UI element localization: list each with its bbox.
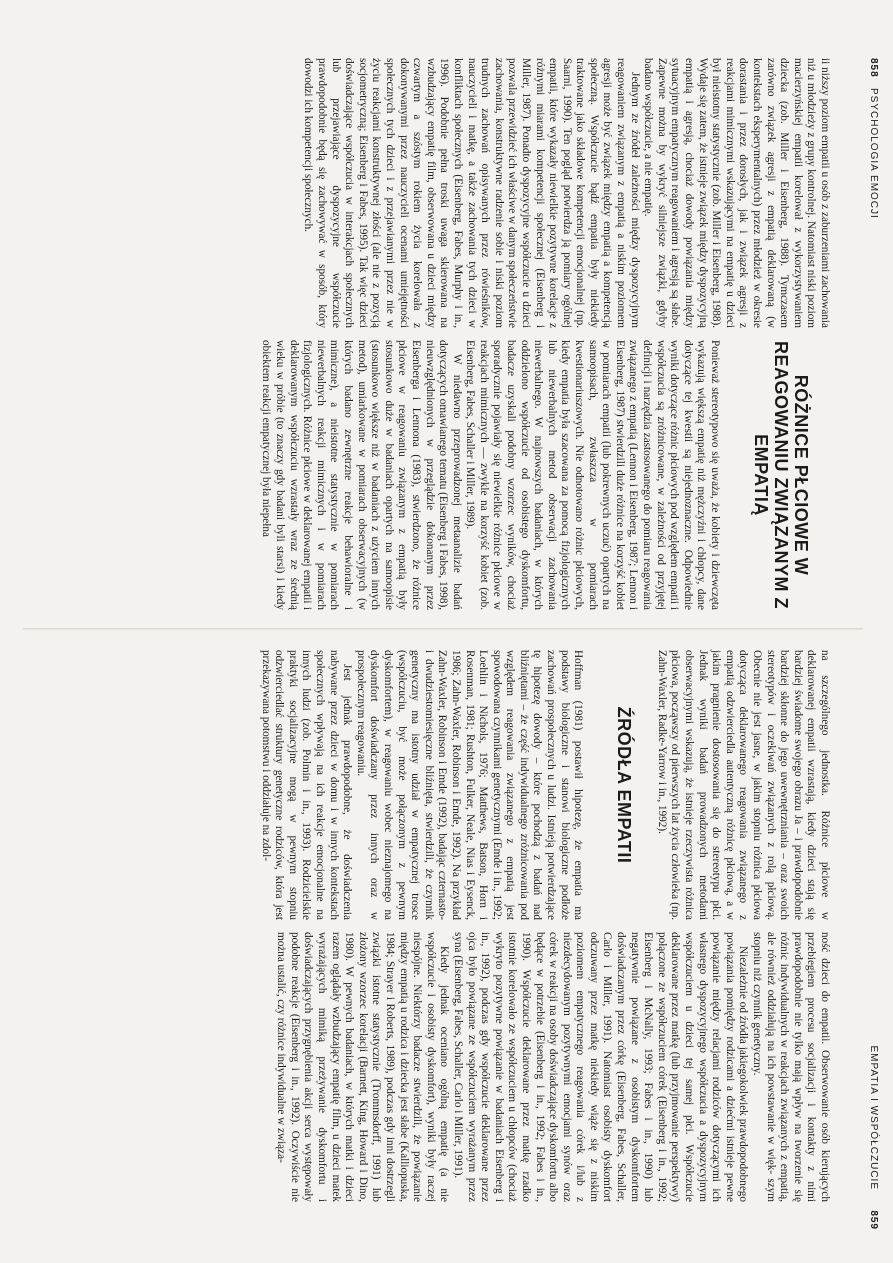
page-number: 858 [868, 58, 879, 78]
running-head-title: PSYCHOLOGIA EMOCJI [868, 88, 879, 219]
paragraph: Kiedy jednak oceniano ogólną empatię (a nie współczucie i osobisty dyskomfort), wyniki były raczej niespójne. Niektórzy badacze stwierdzili, że powiązanie między empatią u rodzica i dziecka jest słabe (Kalliopuska, 1984; Strayer i Roberts, 1989), podczas gdy inni dostrzegli związki istotne statystycznie (Trommsdorff, 1991) lub złożony wzorzec korelacji (Barnett, King, Howard i Dino, 1980). W pewnych badaniach, w których matki i dzieci razem oglądały wzbudzający empatię film, u dzieci matek wyrażających mimiką przeżywanie dyskomfortu i doświadczających przygnębienia akcji serca występowały podobne reakcje (Eisenberg i in., 1992). Oczywiście nie można ustalić, czy różnice indywidualne w związa- [275, 932, 451, 1202]
running-head-title: EMPATIA I WSPÓŁCZUCIE [868, 1045, 879, 1190]
paragraph: ii niższy poziom empatii u osób z zaburzeniami zachowania niż u młodzieży z grupy kontrolnej. Natomiast niski poziom macierzyńskiej empatii korelował z wykorzystywaniem dziecka (zob. Miller i Eisenberg, 1988). Tymczasem zarówno związek agresji z empatią deklarowaną (w kontekstach eksperymentalnych) przez młodzież w okresie dorastania i przez dorosłych, jak i związek agresji z reakcjami mimicznymi wskazującymi na empatię u dzieci był nieistotny statystycznie (zob. Miller i Eisenberg, 1988). Wydaje się zatem, że istnieje związek między dyspozycyjną empatią i agresją, chociaż dowody powiązania między sytuacyjnym empatycznym reagowaniem i agresją są słabe. Zapewne można by wykryć silniejsze związki, gdyby badano współczucie, a nie empatię. [642, 58, 831, 328]
text-column [258, 650, 831, 920]
text-column [274, 932, 831, 1202]
paragraph: Jest jednak prawdopodobne, że doświadczenia nabywane przez dzieci w domu i w innych kontekstach społecznych wpływają na ich reakcje emocjonalne na innych ludzi (zob. Polmin i in., 1993). Rodzicielskie praktyki socjalizacyjne mogą w pewnym stopniu odzwierciedlać struktury genetyczne rodziców, która jest przekazywana potomstwu i oddziałuje na zdol- [259, 650, 354, 920]
section-heading: ŹRÓDŁA EMPATII [614, 706, 635, 864]
paragraph: Niezależnie od źródła jakiegokolwiek prawdopodobnego powiązania pomiędzy rodzicami a dziećmi istnieje pewne powiązanie między relacjami rodziców dotyczącymi ich własnego dyspozycyjnego współczucia a dyspozycyjnym współczuciem u dzieci tej samej płci. Współczucie deklarowane przez matkę (lub przyjmowanie perspektywy) połączone ze współczuciem córek (Eisenberg i in., 1992; Eisenberg i McNally, 1993; Fabes i in., 1990) lub negatywnie powiązane z osobistym dyskomfortem doświadczanym przez córkę (Eisenberg, Fabes, Schaller, Carlo i Miller, 1991). Natomiast osobisty dyskomfort odczuwany przez matkę niekiedy wiąże się z niskim poziomem empatycznego reagowania córek i/lub z niezdecydowanym pozytywnymi emocjami synów oraz córek w reakcji na osoby doświadczające dyskomfortu albo będące w potrzebie (Eisenberg i in., 1992; Fabes i in., 1990). Współczucie deklarowane przez matkę rzadko istotnie korelowało ze współczuciem u chłopców (chociaż wykryto pozytywne powiązanie w badaniach Eisenberg i in., 1992), podczas gdy współczucie deklarowane przez ojca było powiązane ze współczuciem wyrażanym przez syna (Eisenberg, Fabes, Schaller, Carlo i Miller, 1991). [451, 932, 750, 1202]
running-head [859, 690, 879, 1230]
left-page [0, 8, 893, 618]
right-page [0, 640, 893, 1250]
section-heading: RÓŻNICE PŁCIOWE W REAGOWANIU ZWIĄZANYM Z EMPATIĄ [751, 341, 811, 609]
paragraph: Ponieważ stereotypowo się uważa, że kobiety i dziewczęta wykazują większą empatię niż mężczyźni i chłopcy, dane dotyczące tej kwestii są niejednoznaczne. Odpowiednie wyniki dotyczące różnic płciowych pod względem empatii i współczucia są zróżnicowane, w zależności od przyjętej definicji i narzędzia zastosowanego do pomiaru reagowania związanego z empatią (Lennon i Eisenberg, 1987; Lennon i Eisenberg, 1987) stwierdzili duże różnice na korzyść kobiet w pomiarach empatii (lub pokrewnych uczuć) opartych na samoopisach, zwłaszcza w pomiarach kwestionariuszowych. Nie odnotowano różnic płciowych, kiedy empatia była szacowana za pomocą fizjologicznych lub niewerbalnych metod obserwacji zachowania niewerbalnego. W najnowszych badaniach, w których oddzielono współczucie od osobistego dyskomfortu, badacze uzyskali podobny wzorzec wyników, chociaż sporadycznie pojawiały się niewielkie różnice płciowe w reakcjach mimicznych — zwykle na korzyść kobiet (zob. Eisenberg, Fabes, Schaller i Miller, 1989). [464, 340, 721, 610]
paragraph: na szczególnego jednostka. Różnice płciowe w deklarowanej empatii wzrastają, kiedy dzieci stają się bardziej świadome swojego obrazu Ja – i prawdopodobnie bardziej skłonne do jego uwewnętrzniania – oraz swoich stereotypów i oczekiwań związanych z rolą płciową. Obecnie nie jest jasne, w jakim stopniu różnica płciowa dotycząca deklarowanego reagowania związanego z empatią odzwierciedla autentyczną różnicę płciową, a w jakim pragnienie dostosowania się do stereotypu płci. Jednak wyniki badań prowadzonych metodami obserwacyjnymi wskazują, że istnieje rzeczywista różnica płciowa, począwszy od pierwszych lat życia człowieka (np. Zahn-Waxler, Radke-Yarrow i in., 1992). [655, 650, 831, 920]
text-column [259, 340, 831, 610]
running-head [859, 58, 879, 598]
paragraph: W niedawno przeprowadzonej metaanalizie badań dotyczących omawianego tematu (Eisenberg i Fabes, 1998), nieuwzględnionych w przeglądzie dokonanym przez Eisenberga i Lennona (1983), stwierdzono, że różnice płciowe w reagowaniu związanym z empatią były stosunkowo duże w badaniach opartych na samoopisie (stosunkowo większe niż w badaniach z użyciem innych metod), umiarkowane w pomiarach obserwacyjnych (w których badano zewnętrzne reakcje behawioralne i mimiczne), a nieistotne statystycznie w pomiarach niewerbalnych reakcji mimicznych i w pomiarach fizjologicznych. Różnice płciowe w deklarowanej empatii i deklarowanym współczuciu wzrastały wraz ze średnią wieku w próbie (to znaczy gdy badani byli starsi) i kiedy obiektem reakcji empatycznej była niepełna [260, 340, 463, 610]
book-gutter [23, 628, 863, 630]
paragraph: ność dzieci do empatii. Obserwowanie osób kierujących przebiegiem procesu socjalizacji i kontakty z nimi prawdopodobnie nie tylko mają wpływ na tworzenie się różnic indywidualnych w reakcjach związanych z empatią, ale również oddziałują na ich powstawanie w więk- szym stopniu niż czynnik genetyczny. [751, 932, 831, 1202]
page-number: 859 [868, 1210, 879, 1230]
text-column [301, 58, 831, 328]
paragraph: Hoffman (1981) postawił hipotezę, że empatia ma podstawy biologiczne i stanowi biologiczne podłoże zachowań prospołecznych u ludzi. Istnieją potwierdzające tę hipotezę dowody – które pochodzą z badań nad bliźniętami – że część indywidualnego zróżnicowania pod względem reagowania związanego z empatią jest spowodowana czynnikami genetycznymi (Emde i in., 1992; Loehlin i Nichols, 1976; Matthews, Batson, Horn i Rosenman, 1981; Rushton, Fulker, Neale, Nias i Eysenck, 1986; Zahn-Waxler, Robinson i Emde, 1992). Na przykład Zahn-Waxler, Robinson i Emde (1992), badając czternasto- i dwudziestomiesięczne bliźnięta, stwierdzili, że czynnik genetyczny ma istotny udział w empatycznej trosce (współczuciu, być może połączonym z pewnym dyskomfortem), w reagowaniu wobec nieznajomego na dyskomfort doświadczany przez innych oraz w prospołecznym reagowaniu. [354, 650, 585, 920]
paragraph: Jednym ze źródeł zależności między dyspozycyjnym reagowaniem związanym z empatią a niskim poziomem agresji może być związek między empatią a kompetencją społeczną. Współczucie bądź empatia były niekiedy traktowane jako składowe kompetencji emocjonalnej (np. Saarni, 1990). Ten pogląd potwierdza ją pomiary ogólnej empatii, które wykazały niewielkie pozytywne korelacje z różnymi miarami kompetencji społecznej (Eisenberg i Miller, 1987). Ponadto dyspozycyjne współczucie u dzieci pozwala przewidzieć ich właściwe w danym społeczeństwie zachowania, konstruktywne radzenie sobie i niski poziom trudnych zachowań opisywanych przez rówieśników, nauczycieli i matkę, a także zachowania tych dzieci w konfliktach społecznych (Eisenberg, Fabes, Murphy i in., 1996). Podobnie pełna troski uwaga skierowana na wzbudzający empatię film, obserwowana u dzieci między czwartym a szóstym rokiem życia korelowała z dokonywanymi przez nauczycieli ocenami umiejętności społecznych tych dzieci i z przejawianymi przez nie w życiu reakcjami konstruktywnej złości (ale nie z pozycją socjometryczną; Eisenberg i Fabes, 1995). Tak więc dzieci doświadczające współczucia w interakcjach społecznych lub przejawiające dyspozycyjne współczucie prawdopodobnie będą się zachowywać w sposób, który dowodzi ich kompetencji społecznych. [302, 58, 641, 328]
